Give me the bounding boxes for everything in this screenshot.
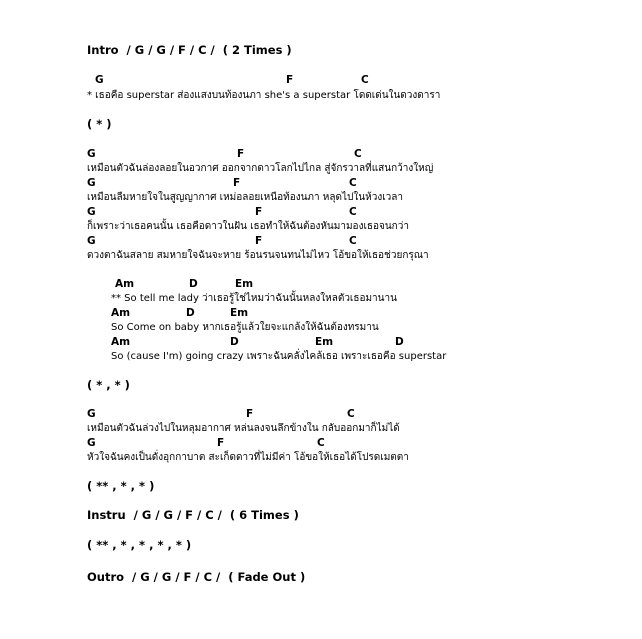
chord: G <box>87 206 96 218</box>
chord: F <box>246 408 254 420</box>
chord: F <box>255 206 263 218</box>
chord: G <box>95 74 104 86</box>
chord: Em <box>235 278 254 290</box>
lyric-line: ** So tell me lady ว่าเธอรู้ใช่ไหมว่าฉันนั้นหลงใหลตัวเธอมานาน <box>111 293 397 304</box>
chord: C <box>354 148 362 160</box>
chord: C <box>317 437 325 449</box>
outro-line: Outro / G / G / F / C / ( Fade Out ) <box>87 570 306 584</box>
chord: G <box>87 235 96 247</box>
chord: G <box>87 437 96 449</box>
chord: F <box>255 235 263 247</box>
chord: G <box>87 177 96 189</box>
chord: Am <box>111 336 131 348</box>
instru-line: Instru / G / G / F / C / ( 6 Times ) <box>87 508 299 522</box>
chord: G <box>87 408 96 420</box>
chord: F <box>286 74 294 86</box>
chord: F <box>237 148 245 160</box>
lyric-line: * เธอคือ superstar ส่องแสงบนท้องนภา she's a superstar โดดเด่นในดวงดารา <box>87 90 441 101</box>
chord: D <box>230 336 239 348</box>
lyric-line: So Come on baby หากเธอรู้แล้วใยจะแกล้งให้ฉันต้องทรมาน <box>111 322 379 333</box>
repeat-marker: ( * , * ) <box>87 378 130 392</box>
repeat-marker: ( ** , * , * ) <box>87 479 155 493</box>
intro-line: Intro / G / G / F / C / ( 2 Times ) <box>87 43 292 57</box>
lyric-line: เหมือนตัวฉันล่วงไปในหลุมอากาศ หล่นลงจนลึกข้างใน กลับออกมาก็ไม่ได้ <box>87 423 400 434</box>
lyric-line: เหมือนตัวฉันล่องลอยในอวกาศ ออกจากดาวโลกไปไกล สู่จักรวาลที่แสนกว้างใหญ่ <box>87 163 434 174</box>
chord: C <box>349 235 357 247</box>
chord: C <box>349 206 357 218</box>
chord: C <box>347 408 355 420</box>
chord: D <box>189 278 198 290</box>
lyric-line: So (cause I'm) going crazy เพราะฉันคลั่งไคล้เธอ เพราะเธอคือ superstar <box>111 351 447 362</box>
repeat-marker: ( ** , * , * , * , * ) <box>87 538 192 552</box>
chord: Em <box>315 336 334 348</box>
chord: Am <box>115 278 135 290</box>
lyric-line: เหมือนลืมหายใจในสูญญากาศ เหม่อลอยเหนือท้องนภา หลุดไปในห้วงเวลา <box>87 192 403 203</box>
lyric-line: ก็เพราะว่าเธอคนนั้น เธอคือดาวในฝัน เธอทำให้ฉันต้องหันมามองเธอจนกว่า <box>87 221 409 232</box>
chord: F <box>233 177 241 189</box>
lyric-line: ดวงตาฉันสลาย สมหายใจฉันจะหาย ร้อนรนจนทนไม่ไหว โอ้ขอให้เธอช่วยกรุณา <box>87 250 429 261</box>
chord: Am <box>111 307 131 319</box>
chord: C <box>349 177 357 189</box>
chord: Em <box>230 307 249 319</box>
chord: G <box>87 148 96 160</box>
chord: C <box>361 74 369 86</box>
chord: D <box>395 336 404 348</box>
chord: F <box>217 437 225 449</box>
repeat-marker: ( * ) <box>87 117 112 131</box>
chord: D <box>186 307 195 319</box>
lyric-line: หัวใจฉันคงเป็นดั่งอุกกาบาต สะเก็ดดาวที่ไม่มีค่า โอ้ขอให้เธอได้โปรดเมตตา <box>87 452 409 463</box>
